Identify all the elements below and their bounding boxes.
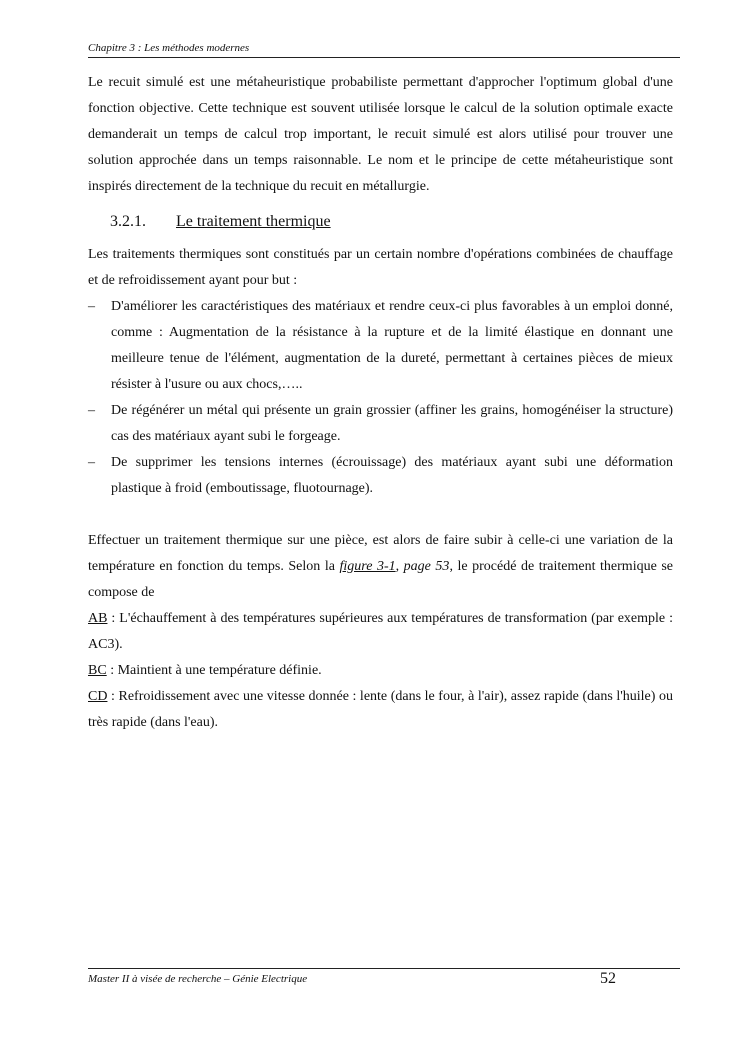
- phase-text: : Maintient à une température définie.: [106, 663, 322, 678]
- phase-code: BC: [88, 663, 107, 678]
- list-item-text: De supprimer les tensions internes (écrouissage) des matériaux ayant subi une déformation plastique à froid (emboutissage, fluotournage).: [111, 455, 673, 496]
- page-reference: page 53: [403, 559, 450, 574]
- page-number: 52: [600, 970, 616, 987]
- phase-code: CD: [88, 689, 108, 704]
- list-item: [88, 450, 673, 502]
- process-text-after: , le procédé de traitement thermique se compose de: [88, 559, 674, 600]
- phase-bc: [88, 658, 673, 684]
- list-item: [88, 294, 673, 398]
- intro-paragraph: Le recuit simulé est une métaheuristique probabiliste permettant d'approcher l'optimum global d'une fonction objective. Cette technique est souvent utilisée lorsque le calcul de la solution optimale exacte demanderait un temps de calcul trop important, le recuit simulé est alors utilisé pour trouver une solution approchée dans un temps raisonnable. Le nom et le principe de cette métaheuristique sont inspirés directement de la technique du recuit en métallurgie.: [88, 75, 673, 194]
- bullet-dash: –: [88, 455, 95, 470]
- page-header: [88, 42, 680, 58]
- figure-reference-link[interactable]: figure 3-1: [339, 559, 396, 574]
- phase-text: : Refroidissement avec une vitesse donnée : lente (dans le four, à l'air), assez rapide (dans l'huile) ou très rapide (dans l'eau).: [88, 689, 673, 730]
- paragraph-spacer: [88, 502, 673, 528]
- phase-cd: [88, 684, 673, 736]
- bullet-list: [88, 294, 673, 502]
- list-item: [88, 398, 673, 450]
- section-title: Le traitement thermique: [176, 213, 331, 230]
- page-body: [88, 70, 673, 736]
- process-paragraph: [88, 528, 673, 606]
- list-item-text: D'améliorer les caractéristiques des matériaux et rendre ceux-ci plus favorables à un emploi donné, comme : Augmentation de la résistance à la rupture et de la limité élastique en donnant une meilleure tenue de l'élément, augmentation de la dureté, permettant à certaines pièces de mieux résister à l'usure ou aux chocs,…..: [111, 299, 673, 392]
- section-number: 3.2.1.: [110, 213, 146, 230]
- reference-separator: ,: [395, 559, 404, 574]
- list-item-text: De régénérer un métal qui présente un grain grossier (affiner les grains, homogénéiser la structure) cas des matériaux ayant subi le forgeage.: [111, 403, 673, 444]
- bullet-dash: –: [88, 403, 95, 418]
- page-footer: [88, 968, 680, 985]
- phase-ab: [88, 606, 673, 658]
- chapter-title: Chapitre 3 : Les méthodes modernes: [88, 42, 250, 54]
- phase-code: AB: [88, 611, 108, 626]
- section-heading: [110, 210, 673, 234]
- footer-text: Master II à visée de recherche – Génie Electrique: [88, 973, 308, 985]
- section-intro-paragraph: Les traitements thermiques sont constitués par un certain nombre d'opérations combinées de chauffage et de refroidissement ayant pour but :: [88, 247, 673, 288]
- process-text-before: Effectuer un traitement thermique sur une pièce, est alors de faire subir à celle-ci une variation de la température en fonction du temps. Selon la: [88, 533, 673, 574]
- bullet-dash: –: [88, 299, 95, 314]
- phase-text: : L'échauffement à des températures supérieures aux températures de transformation (par exemple : AC3).: [88, 611, 673, 652]
